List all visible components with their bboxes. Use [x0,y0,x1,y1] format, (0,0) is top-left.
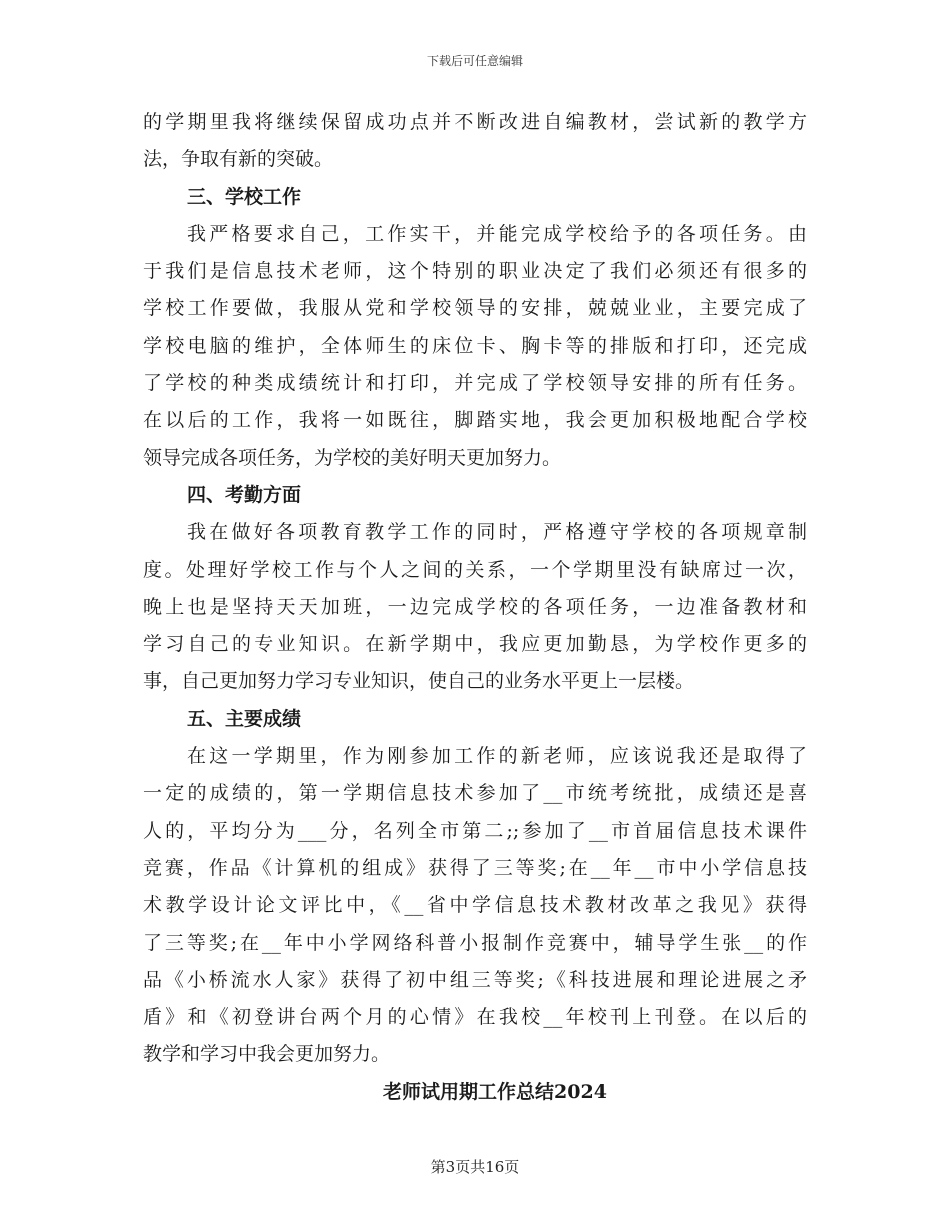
paragraph-line: 于我们是信息技术老师，这个特别的职业决定了我们必须还有很多的 [143,260,807,283]
paragraph-line: 一定的成绩的，第一学期信息技术参加了__市统考统批，成绩还是喜 [143,782,807,805]
paragraph-line: 学习自己的专业知识。在新学期中，我应更加勤恳，为学校作更多的 [143,633,807,656]
paragraph-line: 了学校的种类成绩统计和打印，并完成了学校领导安排的所有任务。 [143,372,807,395]
paragraph-line: 教学和学习中我会更加努力。 [143,1043,391,1066]
paragraph-line: 人的，平均分为___分，名列全市第二;;参加了__市首届信息技术课件 [143,819,807,842]
paragraph-line: 的学期里我将继续保留成功点并不断改进自编教材，尝试新的教学方 [143,111,807,133]
page-header: 下载后可任意编辑 [426,54,523,68]
paragraph-line: 盾》和《初登讲台两个月的心情》在我校__年校刊上刊登。在以后的 [143,1006,807,1029]
page-number: 第3页共16页 [430,1158,520,1176]
paragraph-line: 术教学设计论文评比中，《__省中学信息技术教材改革之我见》获得 [143,894,807,917]
paragraph-line: 领导完成各项任务，为学校的美好明天更加努力。 [143,446,562,469]
section-heading-school-work: 三、学校工作 [187,185,302,208]
paragraph-line: 学校工作要做，我服从党和学校领导的安排，兢兢业业，主要完成了 [143,297,807,320]
paragraph-line: 在以后的工作，我将一如既往，脚踏实地，我会更加积极地配合学校 [143,409,807,432]
section-heading-attendance: 四、考勤方面 [187,483,302,506]
paragraph-line: 学校电脑的维护，全体师生的床位卡、胸卡等的排版和打印，还完成 [143,334,807,357]
paragraph-line: 品《小桥流水人家》获得了初中组三等奖;《科技进展和理论进展之矛 [143,968,807,991]
paragraph-line: 我严格要求自己，工作实干，并能完成学校给予的各项任务。由 [187,222,807,245]
paragraph-line: 晚上也是坚持天天加班，一边完成学校的各项任务，一边准备教材和 [143,595,807,618]
document-title: 老师试用期工作总结2024 [383,1080,607,1103]
paragraph-line: 了三等奖;在__年中小学网络科普小报制作竞赛中，辅导学生张__的作 [143,931,807,954]
paragraph-line: 事，自己更加努力学习专业知识，使自己的业务水平更上一层楼。 [143,670,695,693]
document-body [143,104,807,1111]
paragraph-line: 法，争取有新的突破。 [143,148,334,171]
paragraph-line: 在这一学期里，作为刚参加工作的新老师，应该说我还是取得了 [187,745,807,768]
paragraph-line: 竞赛，作品《计算机的组成》获得了三等奖;在__年__市中小学信息技 [143,856,807,879]
section-heading-achievements: 五、主要成绩 [187,707,302,730]
paragraph-line: 我在做好各项教育教学工作的同时，严格遵守学校的各项规章制 [187,521,807,544]
paragraph-line: 度。处理好学校工作与个人之间的关系，一个学期里没有缺席过一次， [143,558,807,581]
